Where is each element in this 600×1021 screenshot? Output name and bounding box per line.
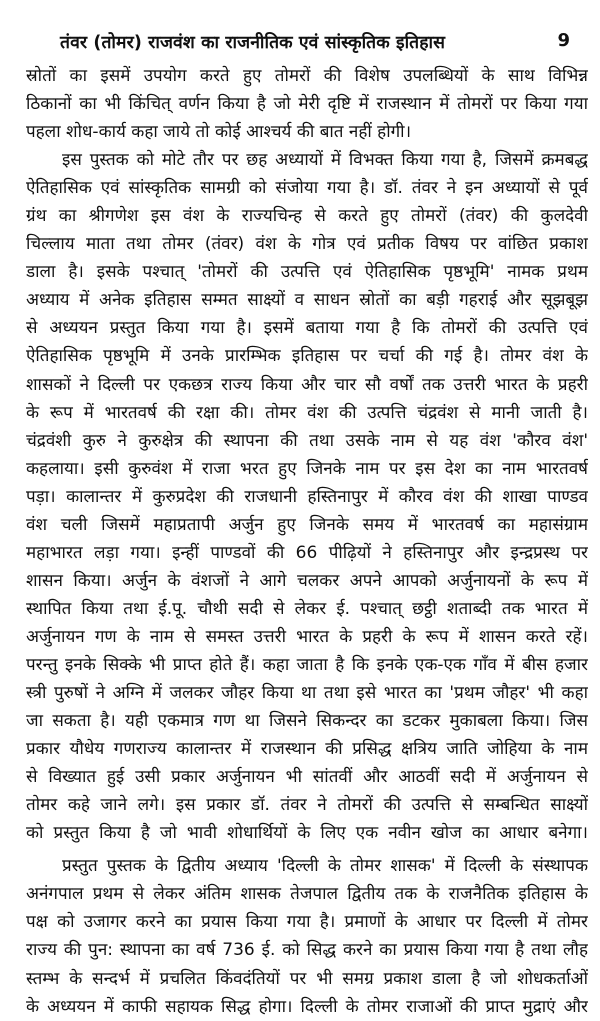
text-line: स्थापित किया तथा ई.पू. चौथी सदी से लेकर ई. पश्चात् छट्ठी शताब्दी तक भारत में [26,598,588,619]
text-line: प्रकार यौधेय गणराज्य कालान्तर में राजस्थान की प्रसिद्ध क्षत्रिय जाति जोहिया के नाम [26,739,588,760]
page-header [26,0,588,62]
paragraph [26,146,588,847]
text-line: ग्रंथ का श्रीगणेश इस वंश के राज्यचिन्ह से करते हुए तोमरों (तंवर) की कुलदेवी [26,206,588,227]
text-line: ऐतिहासिक एवं सांस्कृतिक सामग्री को संजोया गया है। डॉ. तंवर ने इन अध्यायों से पूर्व [26,178,588,199]
text-line: शासकों ने दिल्ली पर एकछत्र राज्य किया और चार सौ वर्षों तक उत्तरी भारत के प्रहरी [26,374,588,395]
text-line: ऐतिहासिक पृष्ठभूमि में उनके प्रारम्भिक इतिहास पर चर्चा की गई है। तोमर वंश के [26,346,588,367]
text-line: को प्रस्तुत किया है जो भावी शोधार्थियों के लिए एक नवीन खोज का आधार बनेगा। [26,823,588,844]
text-line: अनंगपाल प्रथम से लेकर अंतिम शासक तेजपाल द्वितीय तक के राजनैतिक इतिहास के [26,884,588,905]
text-line: अध्याय में अनेक इतिहास सम्मत साक्ष्यों व साधन स्रोतों का बड़ी गहराई और सूझबूझ [26,290,588,311]
text-line: पक्ष को उजागर करने का प्रयास किया गया है। प्रमाणों के आधार पर दिल्ली में तोमर [26,912,588,933]
text-line: जा सकता है। यही एकमात्र गण था जिसने सिकन्दर का डटकर मुकाबला किया। जिस [26,711,588,732]
text-line: शासन किया। अर्जुन के वंशजों ने आगे चलकर अपने आपको अर्जुनायनों के रूप में [26,570,588,591]
body-text [26,62,588,1021]
text-line: डाला है। इसके पश्चात् 'तोमरों की उत्पत्ति एवं ऐतिहासिक पृष्ठभूमि' नामक प्रथम [26,262,588,283]
running-title: तंवर (तोमर) राजवंश का राजनीतिक एवं सांस्कृतिक इतिहास [60,33,446,53]
text-line: तोमर कहे जाने लगे। इस प्रकार डॉ. तंवर ने तोमरों की उत्पत्ति से सम्बन्धित साक्ष्यों [26,795,588,816]
text-line: पहला शोध-कार्य कहा जाये तो कोई आश्चर्य की बात नहीं होगी। [26,122,412,143]
text-line: स्तम्भ के सन्दर्भ में प्रचलित किंवदंतियों पर भी समग्र प्रकाश डाला है जो शोधकर्ताओं [26,968,588,989]
text-line: से अध्ययन प्रस्तुत किया गया है। इसमें बताया गया है कि तोमरों की उत्पत्ति एवं [26,318,588,339]
text-line: पड़ा। कालान्तर में कुरुप्रदेश की राजधानी हस्तिनापुर में कौरव वंश की शाखा पाण्डव [26,486,588,507]
text-line: परन्तु इनके सिक्के भी प्राप्त होते हैं। कहा जाता है कि इनके एक-एक गाँव में बीस हजार [26,654,588,675]
text-line: अर्जुनायन गण के नाम से समस्त उत्तरी भारत के प्रहरी के रूप में शासन करते रहें। [26,626,588,647]
text-line: वंश चली जिसमें महाप्रतापी अर्जुन हुए जिनके समय में भारतवर्ष का महासंग्राम [26,514,588,535]
text-line: स्रोतों का इसमें उपयोग करते हुए तोमरों की विशेष उपलब्धियों के साथ विभिन्न [26,66,588,86]
text-line: स्त्री पुरुषों ने अग्नि में जलकर जौहर किया था तथा इसे भारत का 'प्रथम जौहर' भी कहा [26,683,588,704]
text-line: चंद्रवंशी कुरु ने कुरुक्षेत्र की स्थापना की तथा उसके नाम से यह वंश 'कौरव वंश' [26,430,588,451]
text-line: प्रस्तुत पुस्तक के द्वितीय अध्याय 'दिल्ली के तोमर शासक' में दिल्ली के संस्थापक [62,856,588,877]
text-line: ठिकानों का भी किंचित् वर्णन किया है जो मेरी दृष्टि में राजस्थान में तोमरों पर किया गया [26,94,588,115]
text-line: चिल्लाय माता तथा तोमर (तंवर) वंश के गोत्र एवं प्रतीक विषय पर वांछित प्रकाश [26,234,588,255]
text-line: राज्य की पुन: स्थापना का वर्ष 736 ई. को सिद्ध करने का प्रयास किया गया है तथा लौह [26,940,588,961]
paragraph [26,62,588,146]
text-line: इस पुस्तक को मोटे तौर पर छह अध्यायों में विभक्त किया गया है, जिसमें क्रमबद्ध [62,150,588,171]
text-line: कहलाया। इसी कुरुवंश में राजा भरत हुए जिनके नाम पर इस देश का नाम भारतवर्ष [26,458,588,479]
paragraph [26,852,588,1020]
text-line: के रूप में भारतवर्ष की रक्षा की। तोमर वंश की उत्पत्ति चंद्रवंश से मानी जाती है। [26,402,588,423]
text-line: से विख्यात हुई उसी प्रकार अर्जुनायन भी सांतवीं और आठवीं सदी में अर्जुनायन से [26,767,588,788]
page-number: 9 [557,30,570,51]
text-line: के अध्ययन में काफी सहायक सिद्ध होगा। दिल्ली के तोमर राजाओं की प्राप्त मुद्राएं और [26,996,588,1017]
text-line: महाभारत लड़ा गया। इन्हीं पाण्डवों की 66 पीढ़ियों ने हस्तिनापुर और इन्द्रप्रस्थ पर [26,542,588,563]
